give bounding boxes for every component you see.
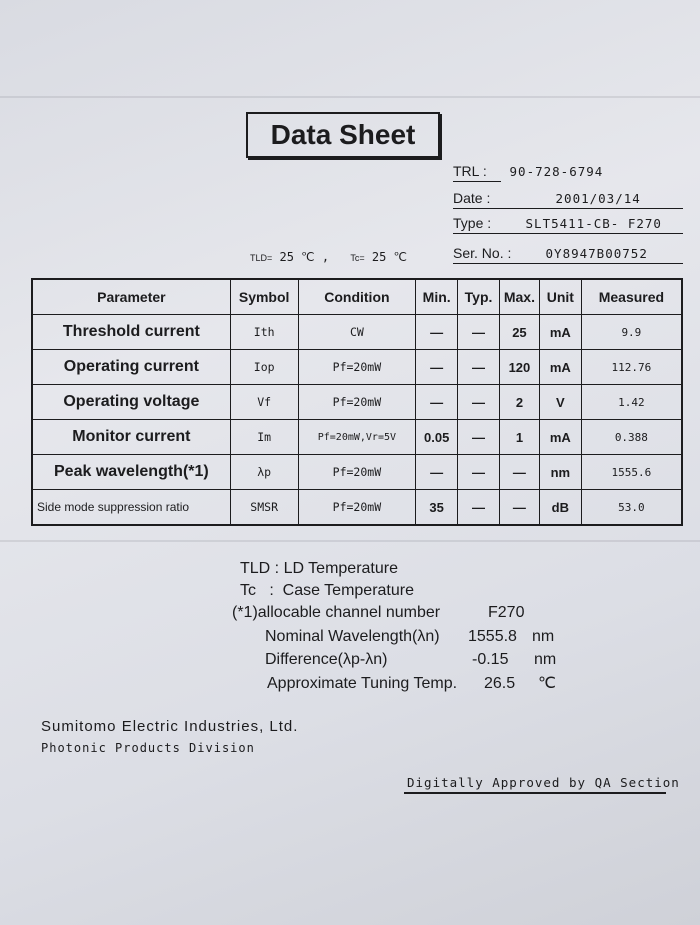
trl-label: TRL : xyxy=(453,163,487,179)
measured-cell: 112.76 xyxy=(581,350,682,385)
serial-label: Ser. No. : xyxy=(453,245,512,261)
column-header: Measured xyxy=(581,279,682,315)
division-name: Photonic Products Division xyxy=(41,741,255,755)
table-row xyxy=(32,315,682,350)
condition-cell: CW xyxy=(298,315,416,350)
measured-cell: 1555.6 xyxy=(581,455,682,490)
serial-row xyxy=(453,245,648,261)
difference-unit: nm xyxy=(534,651,557,668)
measured-cell: 0.388 xyxy=(581,420,682,455)
condition-cell: Pf=20mW xyxy=(298,385,416,420)
approval-underline xyxy=(404,792,666,794)
max-cell: — xyxy=(499,455,539,490)
paper-fold xyxy=(0,540,700,542)
column-header: Symbol xyxy=(230,279,298,315)
max-cell: — xyxy=(499,490,539,526)
typ-cell: — xyxy=(458,420,500,455)
note-allocable-value: F270 xyxy=(488,604,525,621)
measured-cell: 53.0 xyxy=(581,490,682,526)
date-row xyxy=(453,190,641,206)
table-header-row xyxy=(32,279,682,315)
table-row xyxy=(32,385,682,420)
unit-cell: nm xyxy=(539,455,581,490)
typ-cell: — xyxy=(458,350,500,385)
min-cell: 0.05 xyxy=(416,420,458,455)
trl-underline xyxy=(453,181,501,182)
condition-cell: Pf=20mW xyxy=(298,350,416,385)
symbol-cell: λp xyxy=(230,455,298,490)
tuning-value: 26.5 xyxy=(484,675,516,692)
min-cell: — xyxy=(416,385,458,420)
parameter-cell: Operating current xyxy=(32,350,230,385)
parameter-cell: Side mode suppression ratio xyxy=(32,490,230,526)
tld-label: TLD= xyxy=(250,253,273,263)
symbol-cell: Ith xyxy=(230,315,298,350)
trl-value: 90-728-6794 xyxy=(509,164,604,179)
column-header: Typ. xyxy=(458,279,500,315)
typ-cell: — xyxy=(458,490,500,526)
test-conditions xyxy=(250,250,407,264)
table-row xyxy=(32,455,682,490)
typ-cell: — xyxy=(458,385,500,420)
tc-value: 25 ℃ xyxy=(371,250,407,264)
type-underline xyxy=(453,233,683,234)
unit-cell: mA xyxy=(539,420,581,455)
unit-cell: mA xyxy=(539,350,581,385)
difference-label: Difference(λp-λn) xyxy=(265,651,388,668)
document-title: Data Sheet xyxy=(246,112,440,158)
spec-table xyxy=(31,278,683,526)
parameter-cell: Threshold current xyxy=(32,315,230,350)
approval-stamp: Digitally Approved by QA Section xyxy=(407,775,680,790)
unit-cell: dB xyxy=(539,490,581,526)
parameter-cell: Operating voltage xyxy=(32,385,230,420)
column-header: Min. xyxy=(416,279,458,315)
column-header: Max. xyxy=(499,279,539,315)
min-cell: — xyxy=(416,455,458,490)
paper-fold xyxy=(0,96,700,98)
min-cell: 35 xyxy=(416,490,458,526)
max-cell: 1 xyxy=(499,420,539,455)
column-header: Condition xyxy=(298,279,416,315)
symbol-cell: Vf xyxy=(230,385,298,420)
condition-cell: Pf=20mW xyxy=(298,455,416,490)
symbol-cell: SMSR xyxy=(230,490,298,526)
type-row xyxy=(453,215,662,231)
type-label: Type : xyxy=(453,215,492,231)
table-row xyxy=(32,490,682,526)
min-cell: — xyxy=(416,350,458,385)
measured-cell: 9.9 xyxy=(581,315,682,350)
typ-cell: — xyxy=(458,455,500,490)
parameter-cell: Monitor current xyxy=(32,420,230,455)
condition-cell: Pf=20mW,Vr=5V xyxy=(298,420,416,455)
unit-cell: V xyxy=(539,385,581,420)
symbol-cell: Iop xyxy=(230,350,298,385)
unit-cell: mA xyxy=(539,315,581,350)
difference-value: -0.15 xyxy=(472,651,509,668)
condition-cell: Pf=20mW xyxy=(298,490,416,526)
tld-value: 25 ℃ , xyxy=(279,250,330,264)
column-header: Unit xyxy=(539,279,581,315)
max-cell: 120 xyxy=(499,350,539,385)
tuning-unit: ℃ xyxy=(538,675,556,692)
serial-value: 0Y8947B00752 xyxy=(545,246,648,261)
nominal-value: 1555.8 xyxy=(468,628,517,645)
column-header: Parameter xyxy=(32,279,230,315)
nominal-label: Nominal Wavelength(λn) xyxy=(265,628,440,645)
nominal-unit: nm xyxy=(532,628,555,645)
note-tld: TLD : LD Temperature xyxy=(240,560,398,577)
typ-cell: — xyxy=(458,315,500,350)
note-tc: Tc : Case Temperature xyxy=(240,582,414,599)
symbol-cell: Im xyxy=(230,420,298,455)
max-cell: 2 xyxy=(499,385,539,420)
date-label: Date : xyxy=(453,190,491,206)
date-value: 2001/03/14 xyxy=(555,191,641,206)
tc-label: Tc= xyxy=(350,253,365,263)
company-name: Sumitomo Electric Industries, Ltd. xyxy=(41,718,299,735)
note-allocable: (*1)allocable channel number xyxy=(232,604,441,621)
parameter-cell: Peak wavelength(*1) xyxy=(32,455,230,490)
serial-underline xyxy=(453,263,683,264)
type-value: SLT5411-CB- F270 xyxy=(525,216,662,231)
max-cell: 25 xyxy=(499,315,539,350)
tuning-label: Approximate Tuning Temp. xyxy=(267,675,458,692)
date-underline xyxy=(453,208,683,209)
trl-row xyxy=(453,163,603,179)
min-cell: — xyxy=(416,315,458,350)
measured-cell: 1.42 xyxy=(581,385,682,420)
table-row xyxy=(32,350,682,385)
table-row xyxy=(32,420,682,455)
